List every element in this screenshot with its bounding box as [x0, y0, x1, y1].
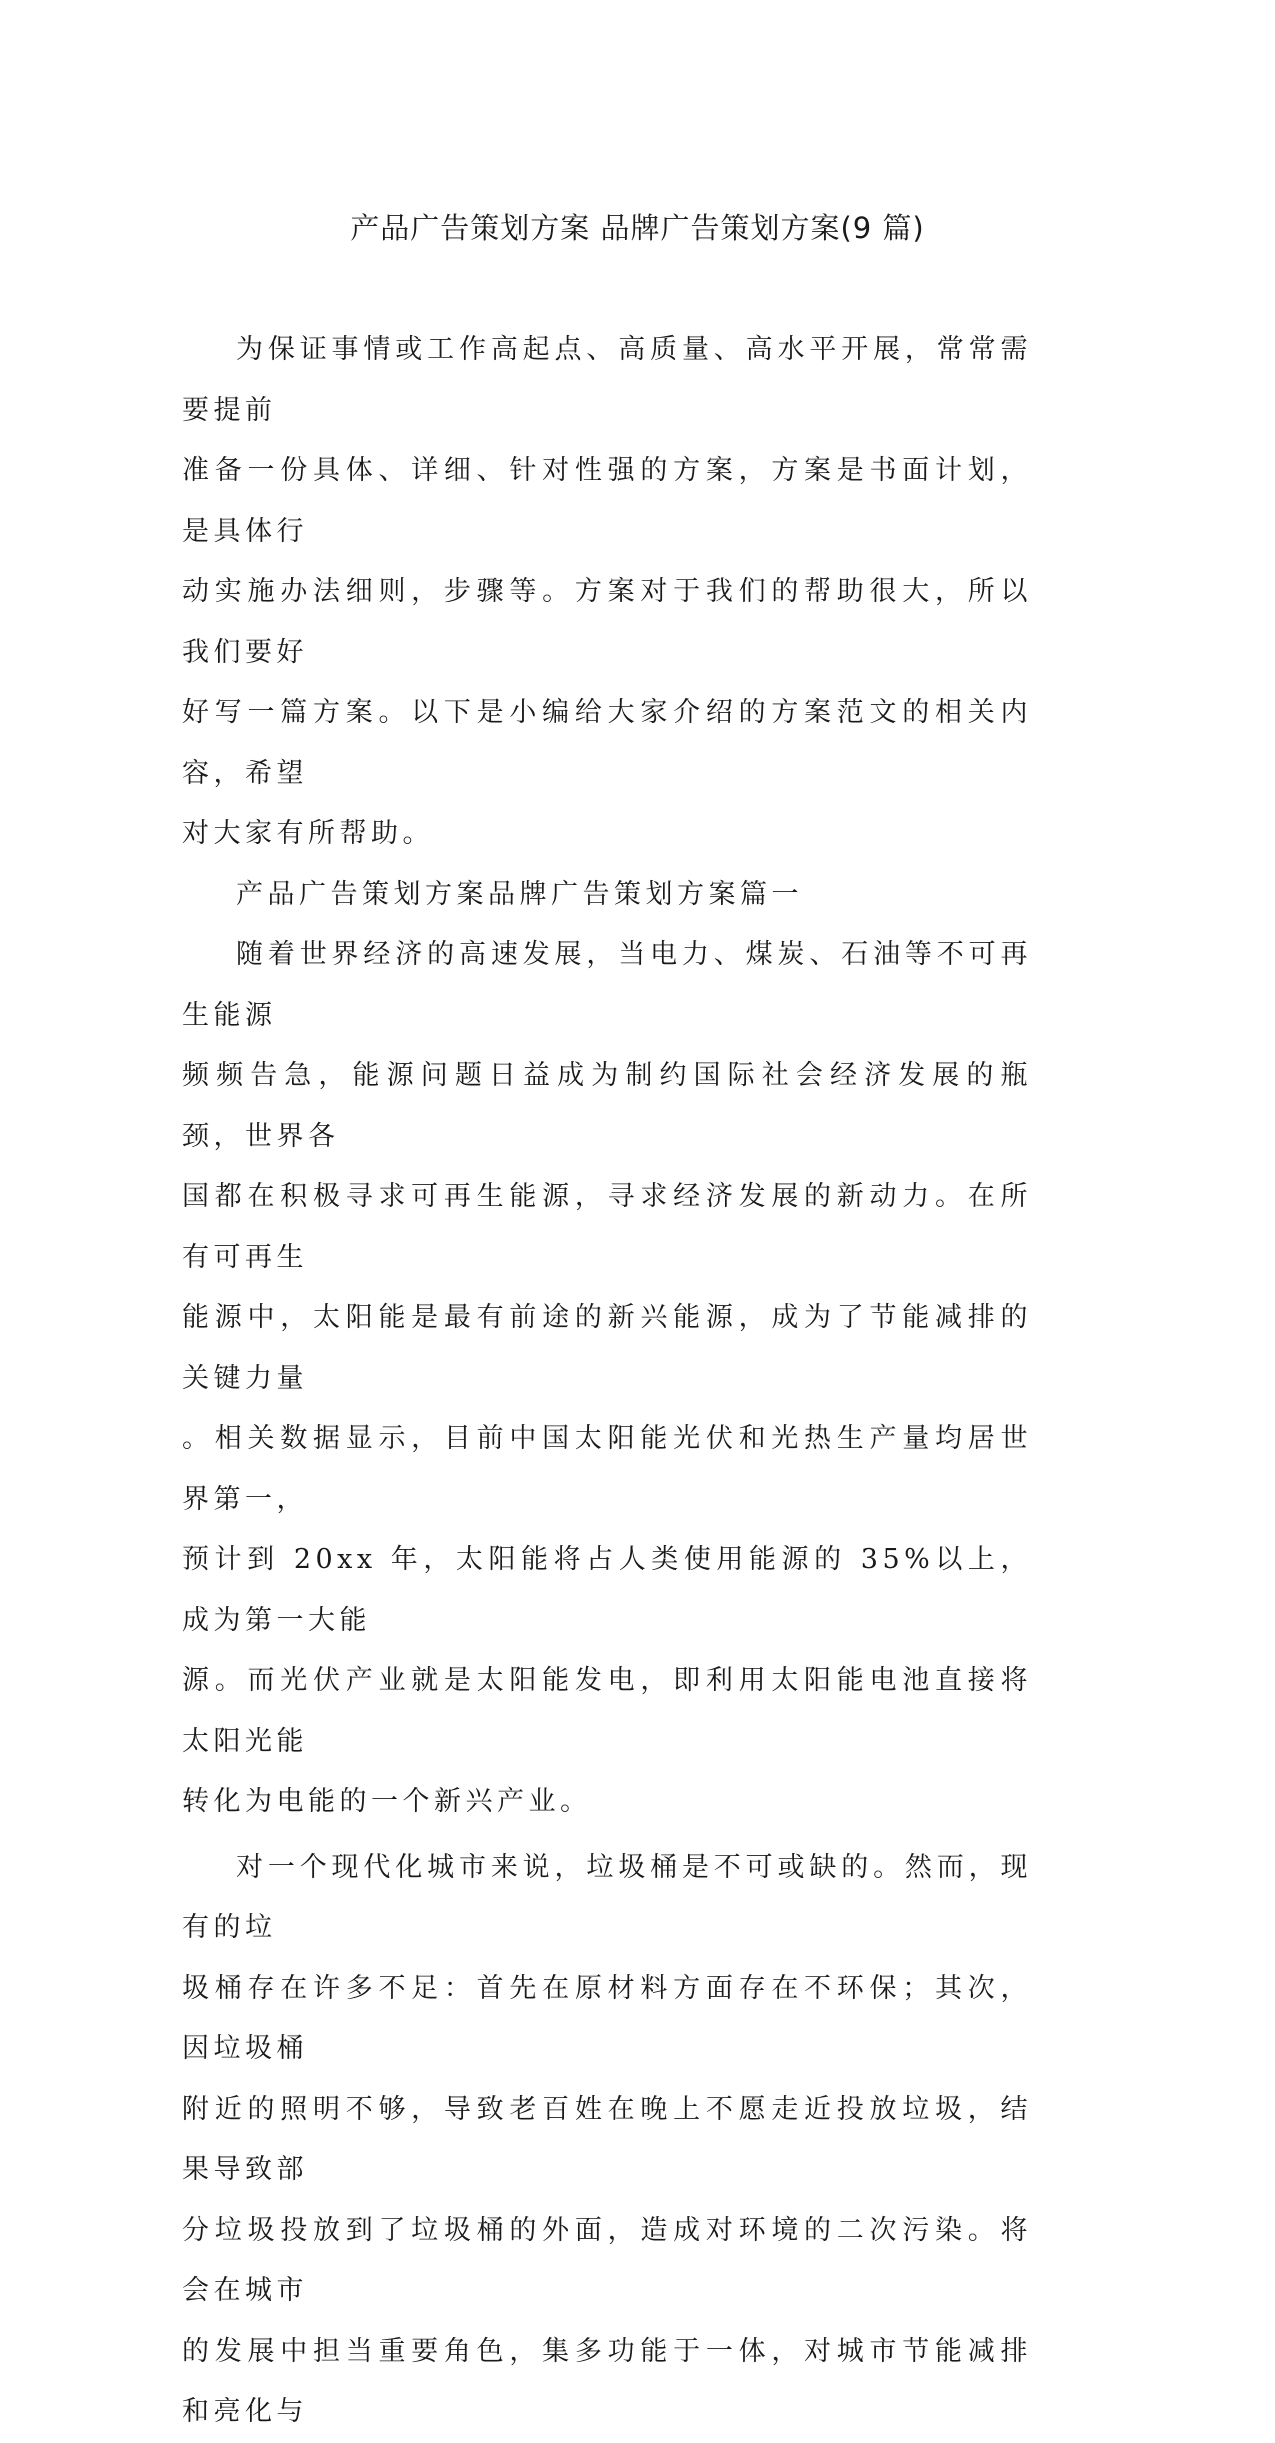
document-title: 产品广告策划方案 品牌广告策划方案(9 篇) [350, 211, 925, 245]
document-body [182, 320, 1032, 2443]
body-paragraph: 对一个现代化城市来说，垃圾桶是不可或缺的。然而，现有的垃 圾桶存在许多不足：首先在原材料方面存在不环保；其次，因垃圾桶 附近的照明不够，导致老百姓在晚上不愿走近投放垃圾，结果导致部 分垃圾投放到了垃圾桶的外面，造成对环境的二次污染。将会在城市 的发展中担当重要角色，集多功能于一体，对城市节能减排和亮化与 [182, 1851, 1032, 2427]
body-paragraph: 随着世界经济的高速发展，当电力、煤炭、石油等不可再生能源 频频告急，能源问题日益成为制约国际社会经济发展的瓶颈，世界各 国都在积极寻求可再生能源，寻求经济发展的新动力。在所有可再生 能源中，太阳能是最有前途的新兴能源，成为了节能减排的关键力量 。相关数据显示，目前中国太阳能光伏和光热生产量均居世界第一， 预计到 20xx 年，太阳能将占人类使用能源的 35%以上，成为第一大能 源。而光伏产业就是太阳能发电，即利用太阳能电池直接将太阳光能 转化为电能的一个新兴产业。 [182, 939, 1032, 1817]
intro-paragraph: 为保证事情或工作高起点、高质量、高水平开展，常常需要提前 准备一份具体、详细、针对性强的方案，方案是书面计划，是具体行 动实施办法细则，步骤等。方案对于我们的帮助很大，所以我们要好 好写一篇方案。以下是小编给大家介绍的方案范文的相关内容，希望 对大家有所帮助。 [182, 334, 1032, 849]
section-heading: 产品广告策划方案品牌广告策划方案篇一 [236, 878, 803, 910]
